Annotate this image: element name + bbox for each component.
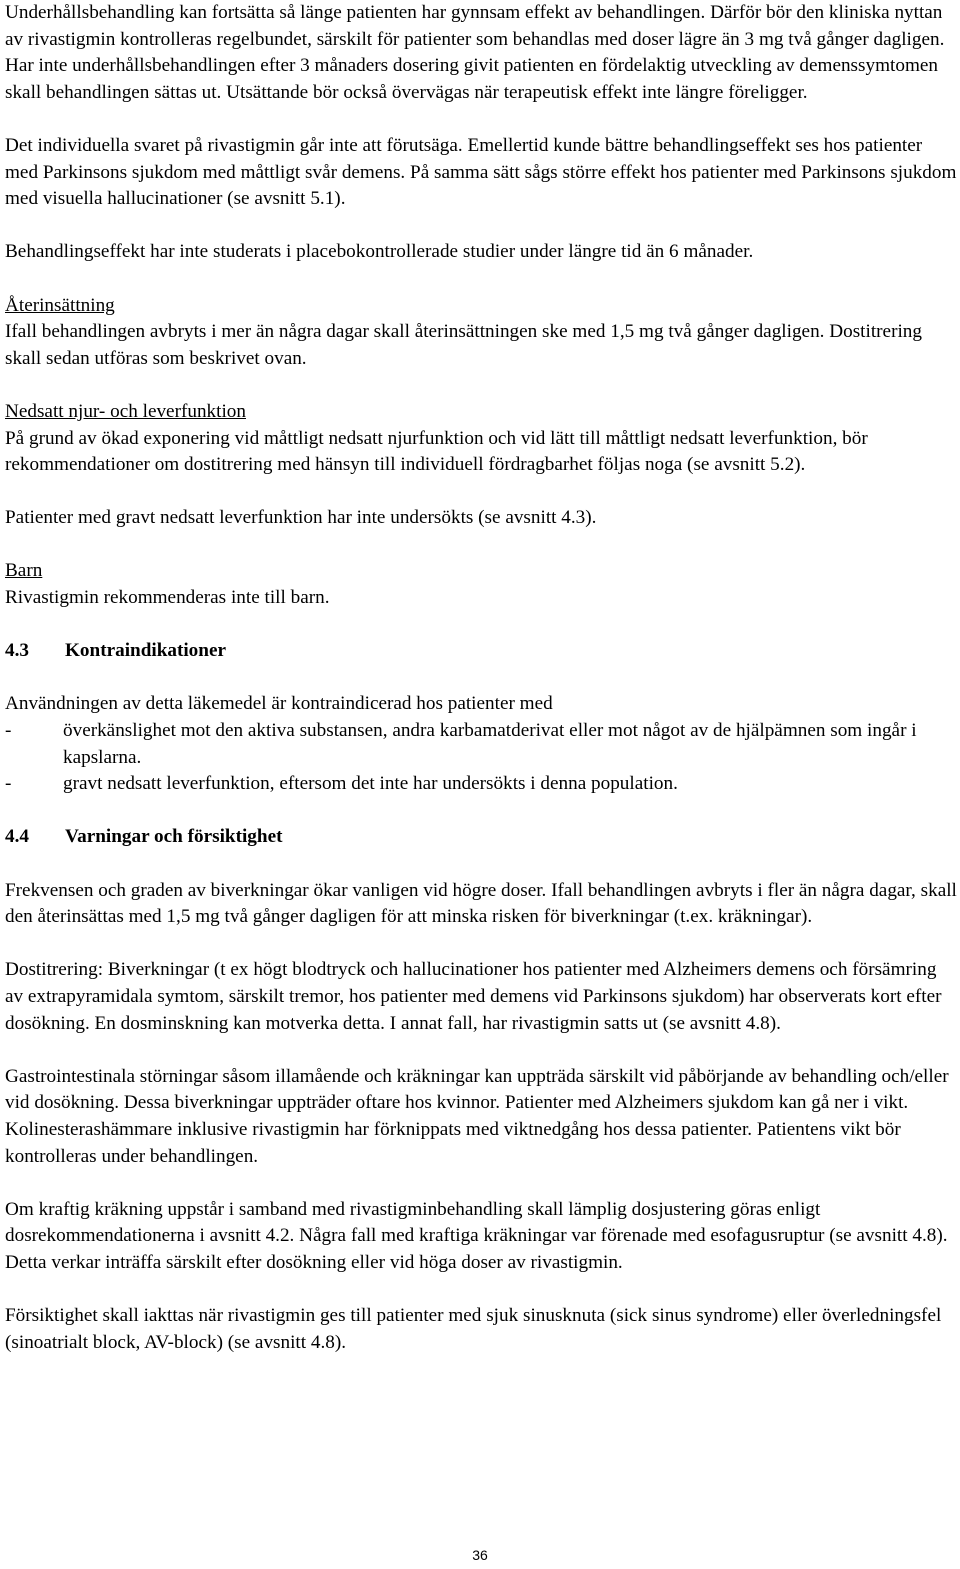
paragraph-reinstatement: Ifall behandlingen avbryts i mer än några dagar skall återinsättningen ske med 1,5 mg två gånger dagligen. Dostitrering skall sedan utföras som beskrivet ovan.: [5, 321, 922, 369]
section-heading-4-4: [5, 824, 957, 851]
paragraph-dose-titration: Dostitrering: Biverkningar (t ex högt blodtryck och hallucinationer hos patienter med Alzheimers demens och försämring av extrapyramidala symtom, särskilt tremor, hos patienter med demens vid Parkinsons sjukdom) har observerats kort efter dosökning. En dosminskning kan motverka detta. I annat fall, har rivastigmin satts ut (se avsnitt 4.8).: [5, 959, 942, 1034]
paragraph-contraindications-intro: Användningen av detta läkemedel är kontraindicerad hos patienter med: [5, 693, 553, 715]
paragraph-individual-response: Det individuella svaret på rivastigmin går inte att förutsäga. Emellertid kunde bättre behandlingseffekt ses hos patienter med Parkinsons sjukdom med måttligt svår demens. På samma sätt sågs större effekt hos patienter med Parkinsons sjukdom med visuella hallucinationer (se avsnitt 5.1).: [5, 134, 957, 210]
paragraph-severe-hepatic: Patienter med gravt nedsatt leverfunktion har inte undersökts (se avsnitt 4.3).: [5, 507, 597, 529]
list-dash: -: [5, 720, 12, 742]
paragraph-renal-hepatic: På grund av ökad exponering vid måttligt nedsatt njurfunktion och vid lätt till måttligt nedsatt leverfunktion, bör rekommendationer om dostitrering med hänsyn till individuell fördragbarhet följas noga (se avsnitt 5.2).: [5, 427, 868, 476]
document-page: [5, 0, 957, 1356]
paragraph-treatment-effect: Behandlingseffekt har inte studerats i placebokontrollerade studier under längre tid än 6 månader.: [5, 241, 754, 263]
subheading-renal-hepatic: Nedsatt njur- och leverfunktion: [5, 400, 246, 422]
section-heading-4-3: [5, 638, 957, 665]
page-number: 36: [472, 1547, 488, 1563]
paragraph-children: Rivastigmin rekommenderas inte till barn.: [5, 587, 330, 609]
section-title: Kontraindikationer: [65, 640, 226, 662]
list-item-text: gravt nedsatt leverfunktion, eftersom det inte har undersökts i denna population.: [63, 773, 678, 795]
list-item: [5, 771, 957, 798]
list-item-text: överkänslighet mot den aktiva substansen, andra karbamatderivat eller mot något av de hjälpämnen som ingår i kapslarna.: [63, 720, 917, 768]
section-number: 4.3: [5, 640, 29, 662]
section-number: 4.4: [5, 826, 29, 848]
contraindications-list: [5, 718, 957, 798]
subheading-children: Barn: [5, 560, 43, 582]
list-dash: -: [5, 773, 12, 795]
paragraph-vomiting: Om kraftig kräkning uppstår i samband med rivastigminbehandling skall lämplig dosjustering göras enligt dosrekommendationerna i avsnitt 4.2. Några fall med kraftiga kräkningar var förenade med esofagusruptur (se avsnitt 4.8). Detta verkar inträffa särskilt efter dosökning eller vid höga doser av rivastigmin.: [5, 1198, 948, 1273]
paragraph-caution-sinus: Försiktighet skall iakttas när rivastigmin ges till patienter med sjuk sinusknuta (sick sinus syndrome) eller överledningsfel (sinoatrialt block, AV-block) (se avsnitt 4.8).: [5, 1305, 942, 1353]
subheading-reinstatement: Återinsättning: [5, 294, 115, 316]
list-item: [5, 718, 957, 771]
section-title: Varningar och försiktighet: [65, 826, 283, 848]
paragraph-gastrointestinal: Gastrointestinala störningar såsom illamående och kräkningar kan uppträda särskilt vid påbörjande av behandling och/eller vid dosökning. Dessa biverkningar uppträder oftare hos kvinnor. Patienter med Alzheimers sjukdom kan gå ner i vikt. Kolinesterashämmare inklusive rivastigmin har förknippats med viktnedgång hos dessa patienter. Patientens vikt bör kontrolleras under behandlingen.: [5, 1065, 949, 1167]
paragraph-side-effect-frequency: Frekvensen och graden av biverkningar ökar vanligen vid högre doser. Ifall behandlingen avbryts i fler än några dagar, skall den återinsättas med 1,5 mg två gånger dagligen för att minska risken för biverkningar (t.ex. kräkningar).: [5, 879, 957, 928]
paragraph-maintenance: Underhållsbehandling kan fortsätta så länge patienten har gynnsam effekt av behandlingen. Därför bör den kliniska nyttan av rivastigmin kontrolleras regelbundet, särskilt för patienter som behandlas med doser lägre än 3 mg två gånger dagligen. Har inte underhållsbehandlingen efter 3 månaders dosering givit patienten en fördelaktig utveckling av demenssymtomen skall behandlingen sättas ut. Utsättande bör också övervägas när terapeutisk effekt inte längre föreligger.: [5, 2, 945, 103]
